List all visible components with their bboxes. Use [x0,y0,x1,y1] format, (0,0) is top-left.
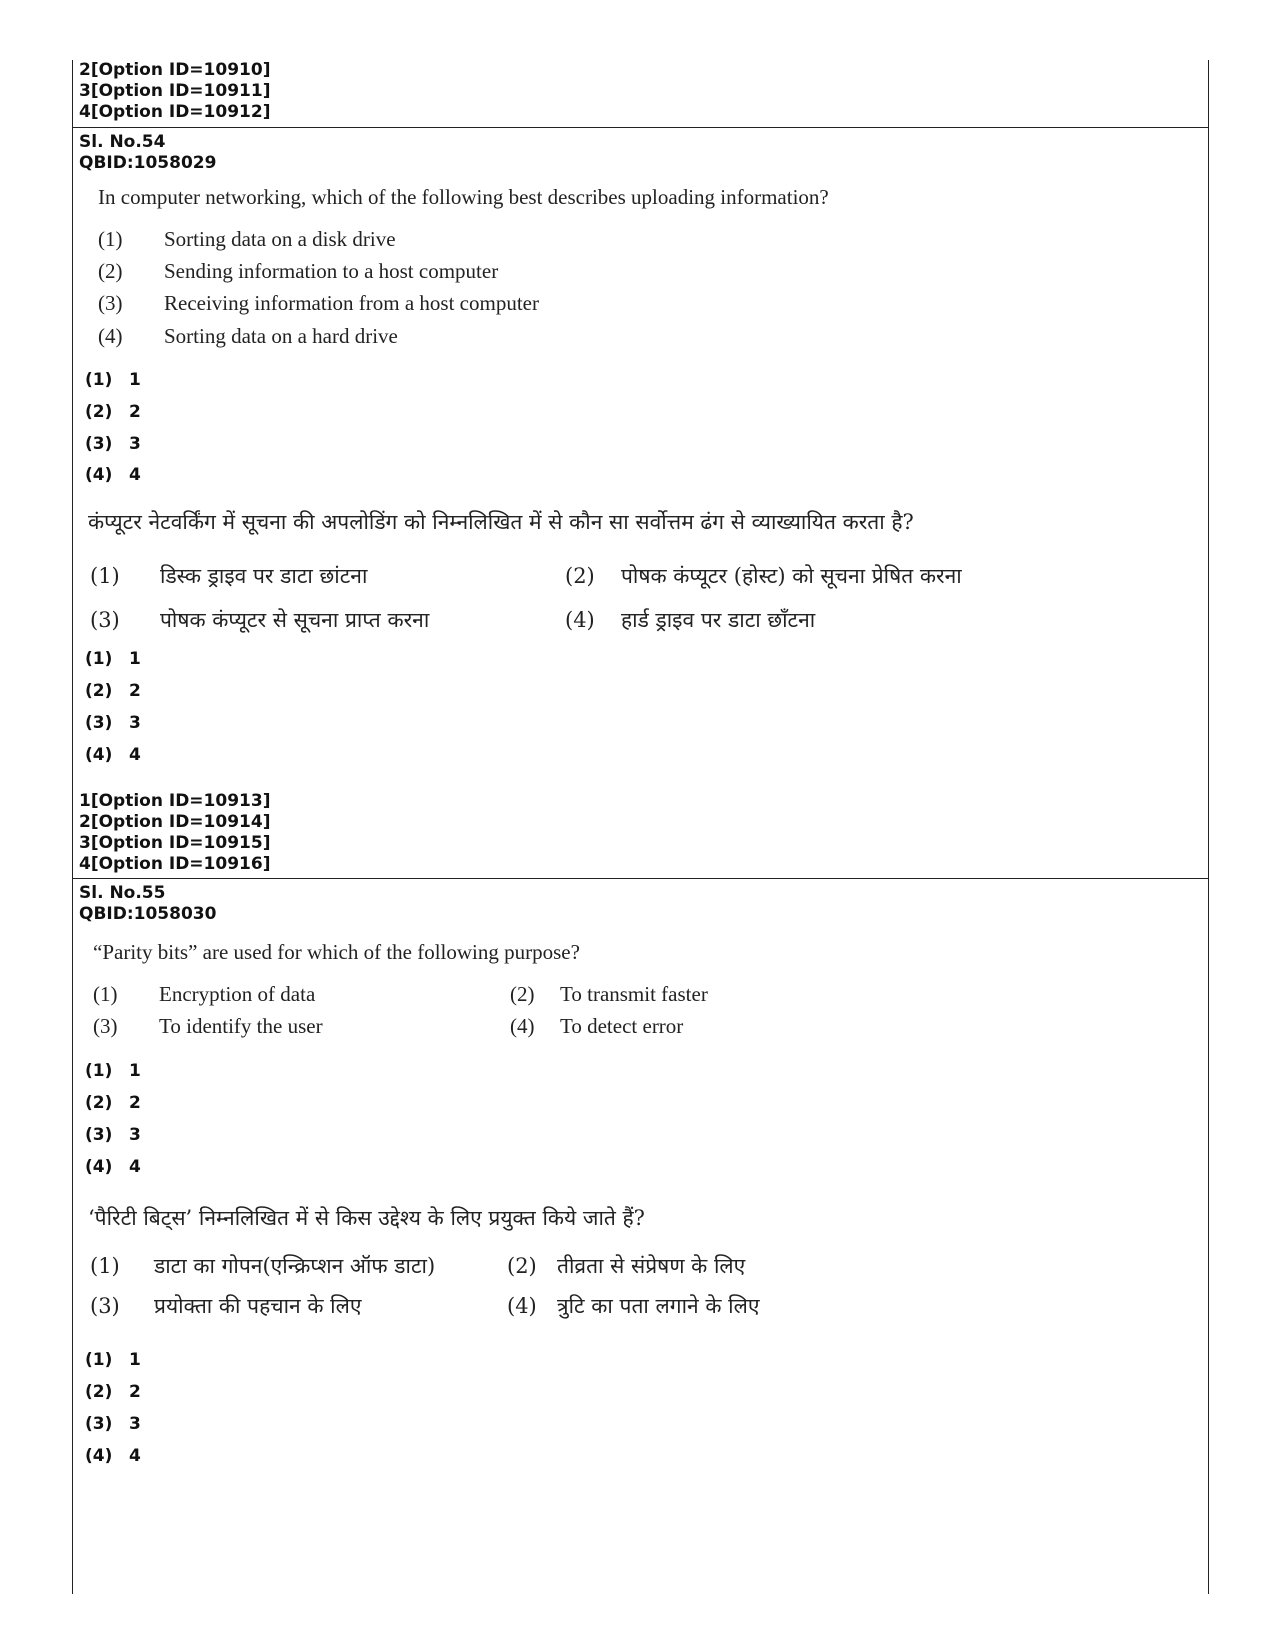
q54-option-hi-3: (3) पोषक कंप्यूटर से सूचना प्राप्त करना [90,608,430,632]
q54-answer-hi-2: (2) 2 [85,681,141,701]
option-id-line: 2[Option ID=10910] [79,60,271,80]
q54-answer-en-2: (2) 2 [85,402,141,422]
q55-option-en-4: (4) To detect error [510,1014,684,1038]
divider [73,127,1208,128]
qbid: QBID:1058029 [79,153,217,173]
q55-option-en-2: (2) To transmit faster [510,982,708,1006]
q55-answer-en-1: (1) 1 [85,1061,141,1081]
q54-header [79,132,216,174]
q54-answer-hi-3: (3) 3 [85,713,141,733]
q54-answer-en-3: (3) 3 [85,434,141,454]
question-paper-frame [72,60,1209,1594]
q54-option-en-2: (2) Sending information to a host computer [98,259,499,283]
q55-option-hi-4: (4) त्रुटि का पता लगाने के लिए [507,1294,760,1318]
q55-header [79,883,216,925]
q54-answer-hi-4: (4) 4 [85,745,141,765]
q55-option-hi-1: (1) डाटा का गोपन(एन्क्रिप्शन ऑफ डाटा) [90,1254,436,1278]
option-id-line: 3[Option ID=10915] [79,833,271,853]
q55-answer-hi-3: (3) 3 [85,1414,141,1434]
q54-option-en-3: (3) Receiving information from a host computer [98,291,539,315]
q55-answer-hi-1: (1) 1 [85,1350,141,1370]
divider [73,878,1208,879]
q54-answer-hi-1: (1) 1 [85,649,141,669]
q55-option-hi-3: (3) प्रयोक्ता की पहचान के लिए [90,1294,362,1318]
q55-option-en-3: (3) To identify the user [93,1014,323,1038]
q54-option-hi-4: (4) हार्ड ड्राइव पर डाटा छाँटना [565,608,816,632]
q54-option-hi-2: (2) पोषक कंप्यूटर (होस्ट) को सूचना प्रेषित करना [565,564,962,588]
option-id-line: 1[Option ID=10913] [79,791,271,811]
prev-option-ids [79,60,270,123]
qbid: QBID:1058030 [79,904,217,924]
q55-question-hi: ‘पैरिटी बिट्स’ निम्नलिखित में से किस उद्देश्य के लिए प्रयुक्त किये जाते हैं? [88,1206,645,1230]
q54-question-hi: कंप्यूटर नेटवर्किंग में सूचना की अपलोडिंग को निम्नलिखित में से कौन सा सर्वोत्तम ढंग से व्याख्यायित करता है? [88,510,914,534]
q55-option-hi-2: (2) तीव्रता से संप्रेषण के लिए [507,1254,746,1278]
q54-question-en: In computer networking, which of the following best describes uploading information? [98,185,829,209]
option-id-line: 3[Option ID=10911] [79,81,271,101]
option-id-line: 4[Option ID=10912] [79,102,271,122]
option-id-line: 4[Option ID=10916] [79,854,271,874]
q55-option-en-1: (1) Encryption of data [93,982,316,1006]
q55-answer-en-3: (3) 3 [85,1125,141,1145]
q54-option-en-1: (1) Sorting data on a disk drive [98,227,396,251]
q54-option-en-4: (4) Sorting data on a hard drive [98,324,398,348]
q54-answer-en-4: (4) 4 [85,465,141,485]
q54-answer-en-1: (1) 1 [85,370,141,390]
option-id-line: 2[Option ID=10914] [79,812,271,832]
q55-question-en: “Parity bits” are used for which of the following purpose? [93,940,580,964]
serial-number: Sl. No.55 [79,883,166,903]
q55-answer-en-4: (4) 4 [85,1157,141,1177]
q55-answer-en-2: (2) 2 [85,1093,141,1113]
q54-option-hi-1: (1) डिस्क ड्राइव पर डाटा छांटना [90,564,368,588]
serial-number: Sl. No.54 [79,132,166,152]
q55-answer-hi-2: (2) 2 [85,1382,141,1402]
q54-option-ids [79,791,270,875]
q55-answer-hi-4: (4) 4 [85,1446,141,1466]
